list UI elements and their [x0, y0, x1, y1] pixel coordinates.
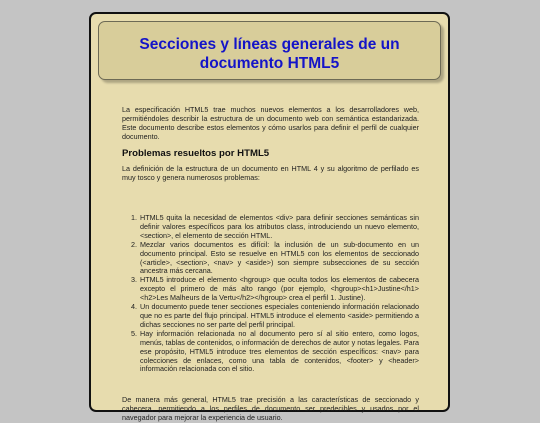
list-item: 2. Mezclar varios documentos es difícil: la inclusión de un sub-documento en un documento principal. Esto se resuelve en HTML5 con los elementos de seccionado (<article>, <section>, <nav> y <aside>) son siempre subsecciones de su sección ancestra más cercana.: [139, 241, 419, 277]
list-item: 4. Un documento puede tener secciones especiales conteniendo información relacionado que no es parte del flujo principal. HTML5 introduce el elemento <aside> permitiendo a dichas secciones no ser parte del perfil principal.: [139, 303, 419, 330]
intro-paragraph: La especificación HTML5 trae muchos nuevos elementos a los desarrolladores web, permitiéndoles describir la estructura de un documento web con semántica estandarizada. Este documento describe estos elementos y cómo usarlos para definir el perfil de cualquier documento.: [122, 105, 419, 141]
document-page: [89, 12, 450, 422]
page-title: Secciones y líneas generales de un documento HTML5: [139, 36, 400, 72]
list-item: 3. HTML5 introduce el elemento <hgroup> que oculta todos los elementos de cabecera excepto el primero de más alto rango (por ejemplo, <hgroup><h1>Justine</h1><h2>Les Malheurs de la Vertu</h2></hgroup> crea el perfil 1. Justine).: [139, 276, 419, 303]
section-intro-paragraph: La definición de la estructura de un documento en HTML 4 y su algoritmo de perfilado es muy tosco y genera numerosos problemas:: [122, 164, 419, 182]
title-banner: [98, 21, 441, 80]
problems-list: [122, 214, 419, 374]
list-item: 5. Hay información relacionada no al documento pero sí al sitio entero, como logos, menús, tablas de contenidos, o información de derechos de autor y notas legales. Para ese propósito, HTML5 introduce tres elementos de sección específicos: <nav> para colecciones de enlaces, como una tabla de contenidos, <footer> y <header> información relacionada con el sitio.: [139, 330, 419, 375]
section-heading: Problemas resueltos por HTML5: [122, 148, 270, 159]
closing-paragraph: De manera más general, HTML5 trae precisión a las características de seccionado y cabecera, permitiendo a los perfiles de documento ser predecibles y usados por el navegador para mejorar la experiencia de usuario.: [122, 395, 419, 422]
list-item: 1. HTML5 quita la necesidad de elementos <div> para definir secciones semánticas sin definir valores específicos para los atributos class, introduciendo un nuevo elemento, <section>, el elemento de sección HTML.: [139, 214, 419, 241]
